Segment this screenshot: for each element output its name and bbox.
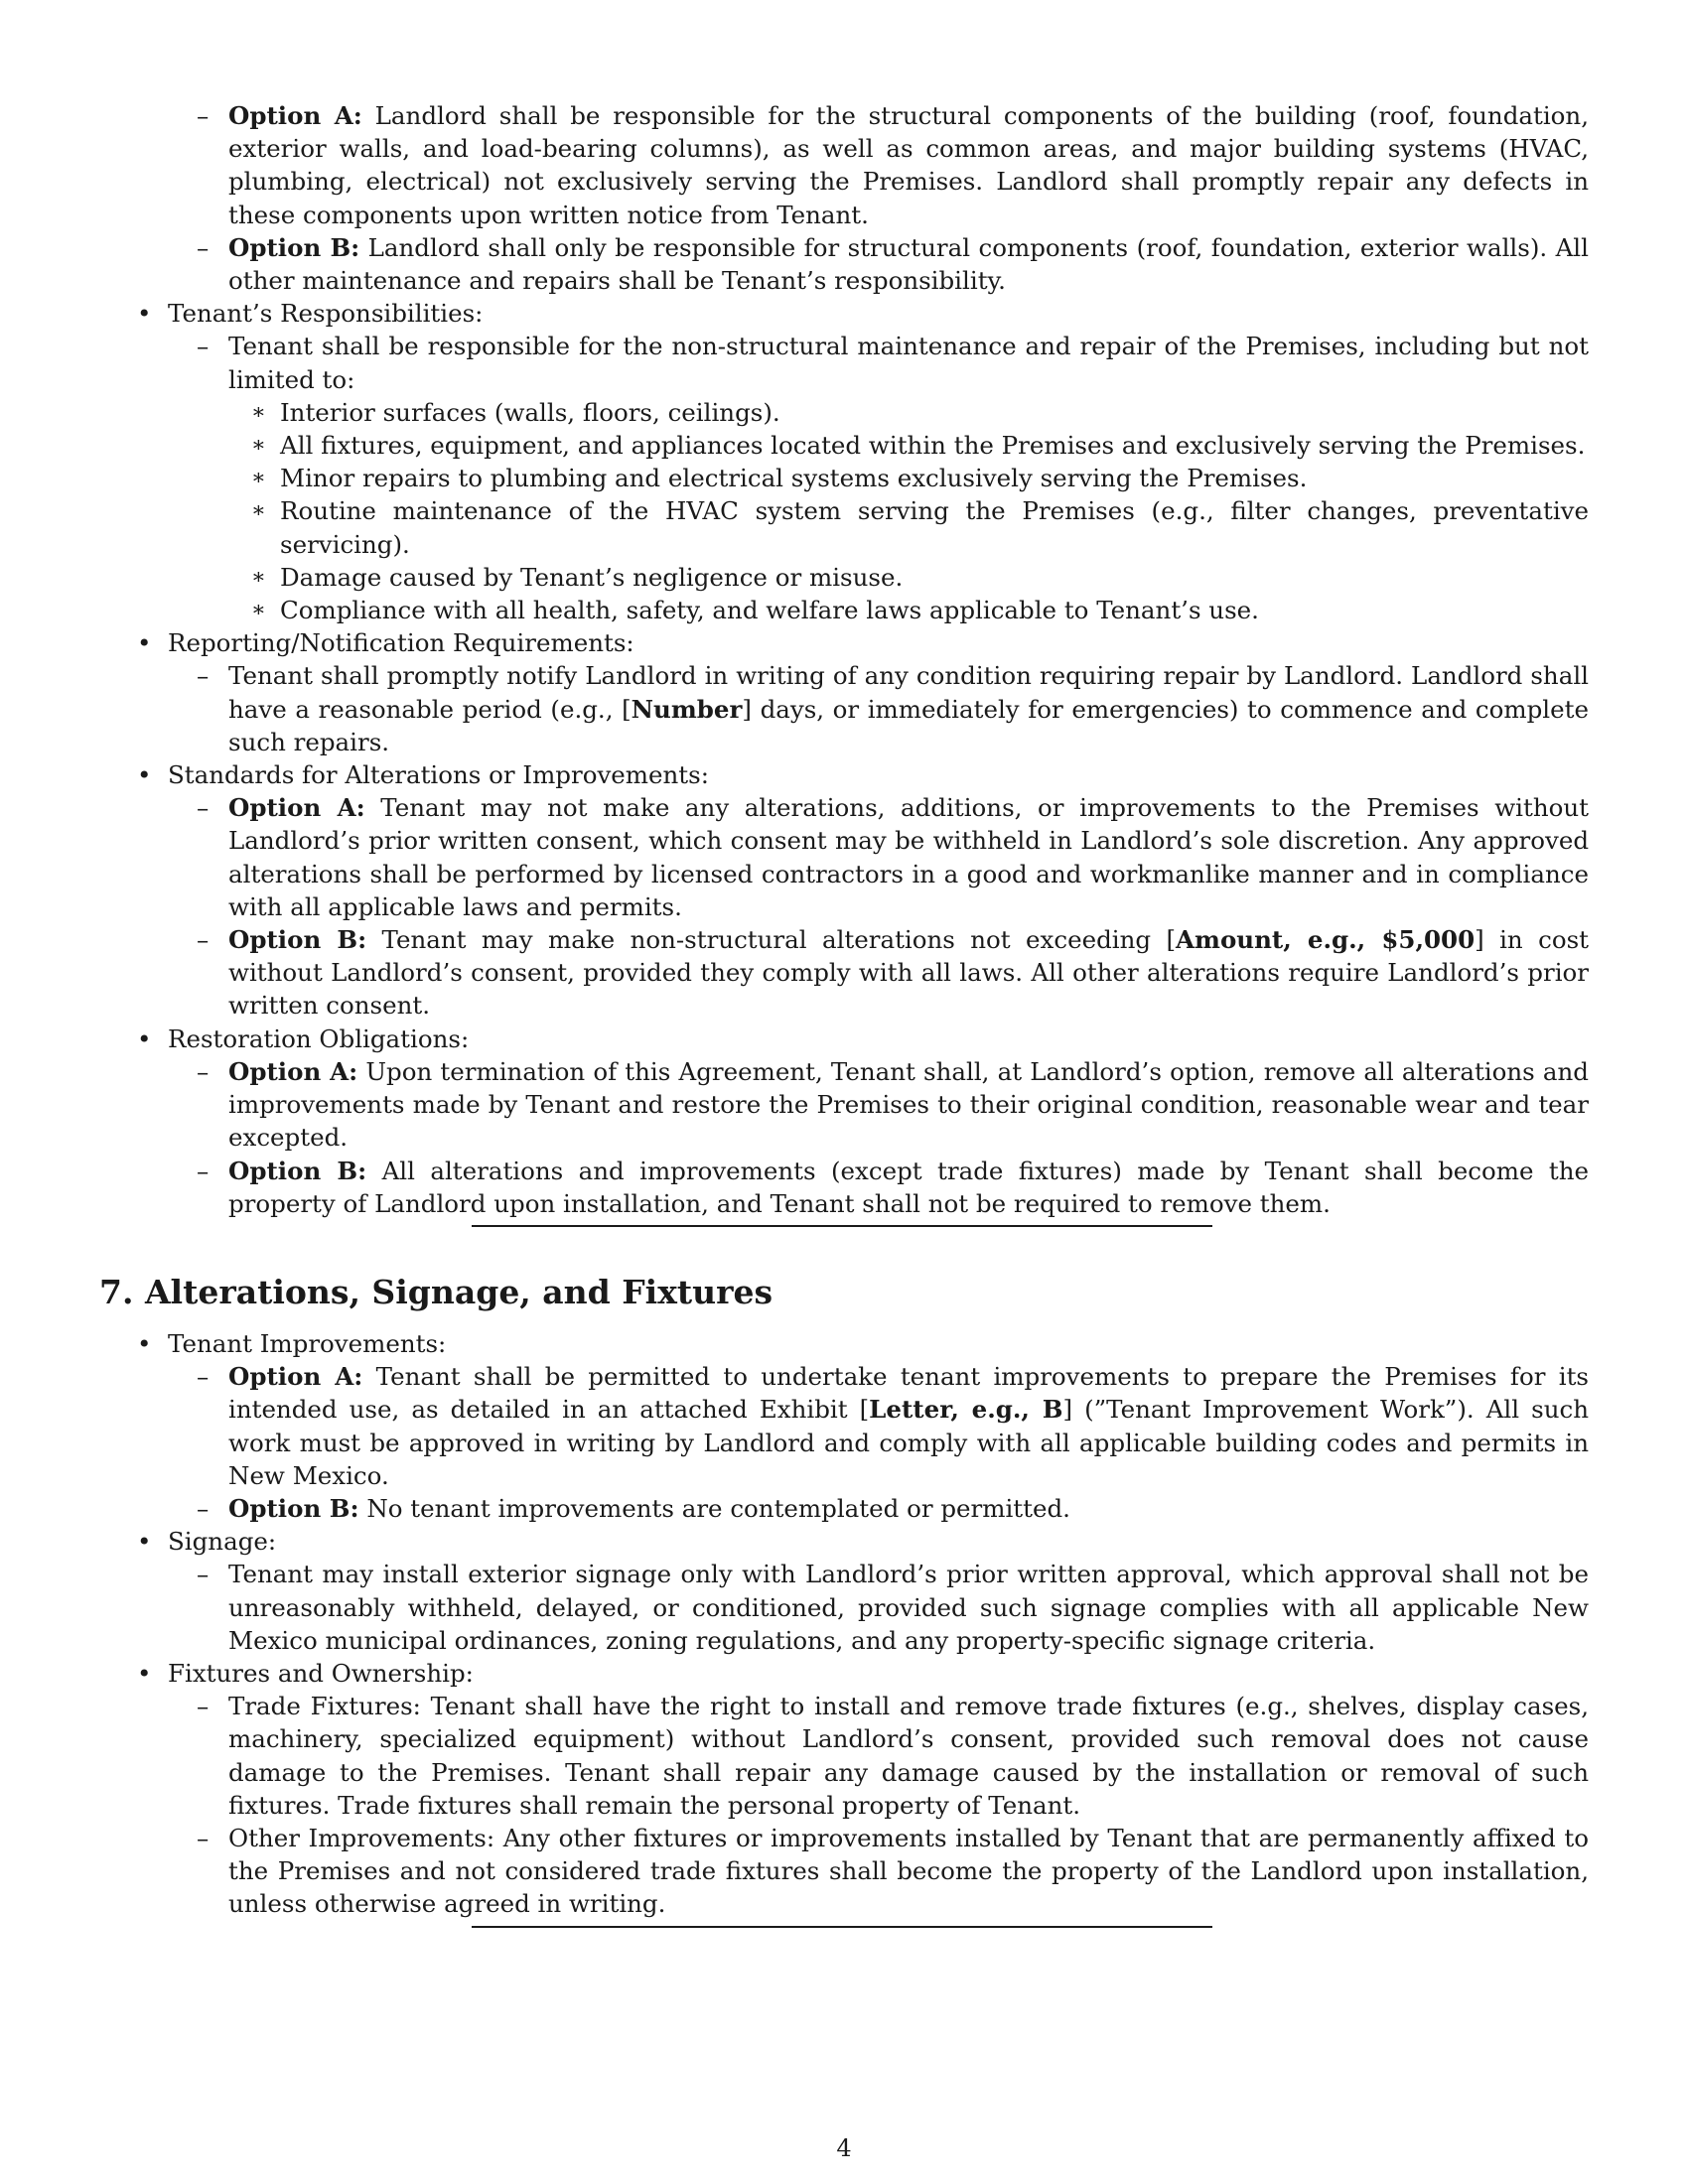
star-marker: ∗ (251, 498, 266, 524)
dash-marker: – (197, 661, 210, 691)
bullet-marker: • (137, 628, 152, 658)
signage-heading (99, 1525, 1589, 1558)
dash-marker: – (197, 101, 210, 130)
list-item (99, 429, 1589, 462)
horizontal-rule (472, 1225, 1212, 1227)
list-heading: Tenant Improvements: (168, 1329, 447, 1358)
star-marker: ∗ (251, 466, 266, 491)
dash-marker: – (197, 793, 210, 823)
option-text: Tenant may not make any alterations, additions, or improvements to the Premises without Landlord’s prior written consent, which consent may be withheld in Landlord’s sole discretion. Any approved alterations shall be performed by licensed contractors in a good and workmanlike manner and in compliance with all applicable laws and permits. (228, 793, 1589, 921)
standards-heading (99, 758, 1589, 791)
fixtures-heading (99, 1657, 1589, 1690)
list-text: Tenant shall be responsible for the non-structural maintenance and repair of the Premises, including but not limited to: (228, 332, 1589, 394)
page-number: 4 (836, 2134, 852, 2162)
option-text: Landlord shall only be responsible for structural components (roof, foundation, exterior walls). All other maintenance and repairs shall be Tenant’s responsibility. (228, 232, 1589, 296)
option-label: Option B: (228, 925, 367, 955)
bullet-marker: • (137, 299, 152, 329)
list-text: All fixtures, equipment, and appliances located within the Premises and exclusively serving the Premises. (280, 431, 1586, 461)
option-text: All alterations and improvements (except trade fixtures) made by Tenant shall become the property of Landlord upon installation, and Tenant shall not be required to remove them. (228, 1156, 1589, 1218)
list-text: Minor repairs to plumbing and electrical systems exclusively serving the Premises. (280, 464, 1308, 493)
dash-marker: – (197, 232, 210, 262)
list-heading: Standards for Alterations or Improvements: (168, 760, 709, 790)
option-label: Option B: (228, 1494, 359, 1524)
list-item (99, 494, 1589, 560)
reporting-item (99, 659, 1589, 758)
restoration-heading (99, 1023, 1589, 1055)
option-text: ] in cost without Landlord’s consent, provided they comply with all laws. All other alterations require Landlord’s prior written consent. (228, 925, 1589, 1021)
reporting-heading (99, 626, 1589, 659)
dash-marker: – (197, 1692, 210, 1721)
dash-marker: – (197, 1362, 210, 1392)
dash-marker: – (197, 925, 210, 955)
list-heading: Tenant’s Responsibilities: (168, 299, 484, 329)
tenant-responsibilities-heading (99, 297, 1589, 330)
dash-marker: – (197, 1156, 210, 1185)
restoration-option-b-item (99, 1155, 1589, 1220)
option-text: No tenant improvements are contemplated or permitted. (358, 1494, 1070, 1524)
list-text: Routine maintenance of the HVAC system serving the Premises (e.g., filter changes, preventative servicing). (280, 496, 1589, 559)
tenant-improvements-heading (99, 1327, 1589, 1360)
option-label: Option A: (228, 101, 362, 130)
list-text: Damage caused by Tenant’s negligence or misuse. (280, 562, 904, 592)
list-item (99, 561, 1589, 594)
dash-marker: – (197, 1824, 210, 1853)
tenant-responsibilities-intro (99, 330, 1589, 395)
section-7-content (99, 1327, 1589, 1921)
star-marker: ∗ (251, 598, 266, 623)
section-7-title: 7. Alterations, Signage, and Fixtures (99, 1273, 774, 1311)
bullet-marker: • (137, 760, 152, 790)
list-text: Trade Fixtures: Tenant shall have the right to install and remove trade fixtures (e.g., shelves, display cases, machinery, specialized equipment) without Landlord’s consent, provided such removal does not cause damage to the Premises. Tenant shall repair any damage caused by the installation or removal of such fixtures. Trade fixtures shall remain the personal property of Tenant. (228, 1692, 1589, 1820)
option-label: Option B: (228, 232, 360, 262)
trade-fixtures-item (99, 1690, 1589, 1822)
standards-option-a-item (99, 791, 1589, 923)
signage-item (99, 1558, 1589, 1657)
dash-marker: – (197, 1560, 210, 1589)
option-label: Option A: (228, 1056, 358, 1086)
landlord-option-a-item (99, 99, 1589, 231)
dash-marker: – (197, 1056, 210, 1086)
horizontal-rule (472, 1926, 1212, 1928)
placeholder-number: Number (631, 694, 743, 724)
option-text: Landlord shall be responsible for the structural components of the building (roof, foundation, exterior walls, and load-bearing columns), as well as common areas, and major building systems (HVAC, plumbing, electrical) not exclusively serving the Premises. Landlord shall promptly repair any defects in these components upon written notice from Tenant. (228, 101, 1589, 229)
bullet-marker: • (137, 1329, 152, 1358)
option-label: Option A: (228, 793, 365, 823)
option-label: Option A: (228, 1362, 363, 1392)
option-text: ] (”Tenant Improvement Work”). All such work must be approved in writing by Landlord and comply with all applicable building codes and permits in New Mexico. (228, 1395, 1589, 1490)
list-text: Other Improvements: Any other fixtures or improvements installed by Tenant that are permanently affixed to the Premises and not considered trade fixtures shall become the property of the Landlord upon installation, unless otherwise agreed in writing. (228, 1824, 1589, 1919)
improvements-option-a-item (99, 1360, 1589, 1492)
option-text: Upon termination of this Agreement, Tenant shall, at Landlord’s option, remove all alterations and improvements made by Tenant and restore the Premises to their original condition, reasonable wear and tear excepted. (228, 1056, 1589, 1153)
list-item (99, 396, 1589, 429)
improvements-option-b-item (99, 1492, 1589, 1525)
list-item (99, 462, 1589, 494)
section-6-continuation (99, 99, 1589, 1220)
bullet-marker: • (137, 1659, 152, 1689)
list-text: ] days, or immediately for emergencies) to commence and complete such repairs. (228, 694, 1589, 756)
other-improvements-item (99, 1822, 1589, 1921)
star-marker: ∗ (251, 564, 266, 590)
dash-marker: – (197, 332, 210, 361)
list-heading: Reporting/Notification Requirements: (168, 628, 634, 658)
option-text: Tenant shall be permitted to undertake tenant improvements to prepare the Premises for its intended use, as detailed in an attached Exhibit [ (228, 1362, 1589, 1425)
list-text: Interior surfaces (walls, floors, ceilings). (280, 397, 780, 427)
restoration-option-a-item (99, 1055, 1589, 1155)
list-text: Tenant shall promptly notify Landlord in writing of any condition requiring repair by Landlord. Landlord shall have a reasonable period (e.g., [ (228, 661, 1589, 724)
star-marker: ∗ (251, 433, 266, 459)
landlord-option-b-item (99, 231, 1589, 297)
list-heading: Restoration Obligations: (168, 1024, 470, 1053)
option-text: Tenant may make non-structural alterations not exceeding [ (366, 925, 1177, 955)
list-item (99, 594, 1589, 626)
dash-marker: – (197, 1494, 210, 1524)
placeholder-amount: Amount, e.g., $5,000 (1176, 925, 1476, 955)
list-heading: Fixtures and Ownership: (168, 1659, 474, 1689)
standards-option-b-item (99, 923, 1589, 1023)
bullet-marker: • (137, 1024, 152, 1053)
list-heading: Signage: (168, 1527, 277, 1557)
list-text: Tenant may install exterior signage only with Landlord’s prior written approval, which approval shall not be unreasonably withheld, delayed, or conditioned, provided such signage complies with all applicable New Mexico municipal ordinances, zoning regulations, and any property-specific signage criteria. (228, 1560, 1589, 1655)
list-text: Compliance with all health, safety, and welfare laws applicable to Tenant’s use. (280, 596, 1259, 625)
option-label: Option B: (228, 1156, 367, 1185)
bullet-marker: • (137, 1527, 152, 1557)
placeholder-letter: Letter, e.g., B (869, 1395, 1063, 1425)
star-marker: ∗ (251, 399, 266, 425)
